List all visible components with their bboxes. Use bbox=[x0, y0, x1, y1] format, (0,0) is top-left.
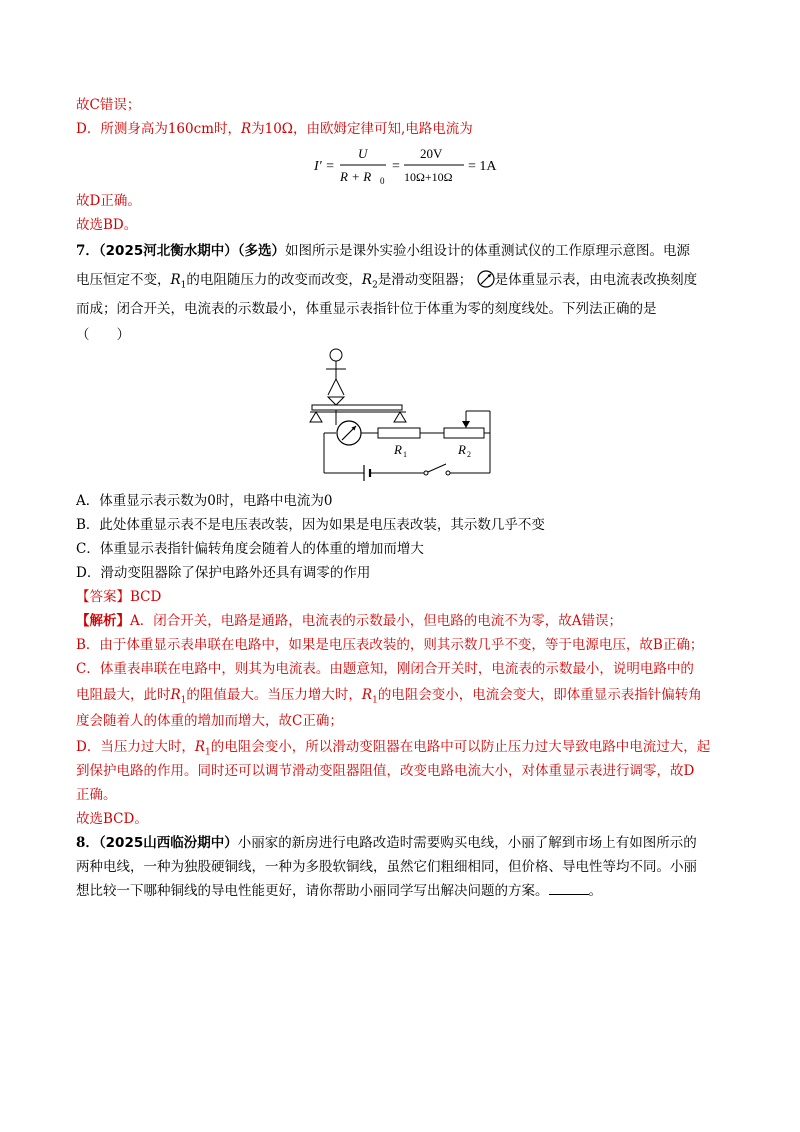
formula-den1: R + R bbox=[340, 169, 372, 184]
slider-arrow-icon bbox=[462, 421, 470, 428]
question-7-line-1: 7．（2025河北衡水期中）（多选）如图所示是课外实验小组设计的体重测试仪的工作原理示意图。电源 bbox=[76, 243, 690, 259]
explanation-line: 正确。 bbox=[76, 787, 117, 803]
label-r1-sub: 1 bbox=[403, 450, 407, 459]
scale-platform bbox=[312, 405, 402, 410]
question-8-line-3: 想比较一下哪种铜线的导电性能更好，请你帮助小丽同学写出解决问题的方案。 。 bbox=[76, 883, 602, 899]
explanation-line: 度会随着人的体重的增加而增大，故C正确； bbox=[76, 713, 343, 729]
explanation-line: B．由于体重显示表串联在电路中，如果是电压表改装的，则其示数几乎不变，等于电源电压，故B正确； bbox=[76, 637, 704, 653]
explanation-line: 故选BCD。 bbox=[76, 811, 148, 827]
ammeter-icon bbox=[477, 270, 495, 288]
question-7-line-4: （ ） bbox=[76, 327, 130, 343]
option-d: D．滑动变阻器除了保护电路外还具有调零的作用 bbox=[76, 565, 371, 581]
support-icon bbox=[310, 412, 322, 422]
switch-icon bbox=[424, 471, 428, 475]
option-a: A．体重显示表示数为0时，电路中电流为0 bbox=[76, 493, 333, 509]
explanation-line: C．体重表串联在电路中，则其为电流表。由题意知，刚闭合开关时，电流表的示数最小，说明电路中的 bbox=[76, 661, 694, 677]
explanation-line: D．当压力过大时，$R_1$的电阻会变小，所以滑动变阻器在电路中可以防止压力过大导致电路中电流过大，起 bbox=[76, 739, 711, 758]
answer-blank[interactable] bbox=[549, 882, 589, 895]
question-8-line-1: 8．（2025山西临汾期中）小丽家的新房进行电路改造时需要购买电线，小丽了解到市场上有如图所示的 bbox=[76, 835, 697, 851]
explanation-line: 【解析】A．闭合开关，电路是通路，电流表的示数最小，但电路的电流不为零，故A错误； bbox=[76, 613, 622, 629]
question-7-line-2: 电压恒定不变，$R_1$的电阻随压力的改变而改变，$R_2$是滑动变阻器； 是体重显示表，由电流表改换刻度 bbox=[76, 272, 698, 291]
explanation-line: 电阻最大，此时$R_1$的阻值最大。当压力增大时，$R_1$的电阻会变小，电流会变大，即体重显示表指针偏转角 bbox=[76, 687, 702, 706]
formula-eq: = bbox=[392, 159, 400, 174]
option-b: B．此处体重显示表不是电压表改装，因为如果是电压表改装，其示数几乎不变 bbox=[76, 517, 545, 533]
formula-den1-sub: 0 bbox=[380, 176, 385, 186]
rheostat-r2 bbox=[444, 428, 484, 438]
label-r1: R bbox=[394, 442, 402, 457]
pressure-point-icon bbox=[328, 397, 344, 405]
question-8-line-2: 两种电线，一种为独股硬铜线，一种为多股软铜线，虽然它们粗细相同，但价格、导电性等均不同。小丽 bbox=[76, 859, 697, 875]
label-r2-sub: 2 bbox=[467, 450, 471, 459]
weight-scale-circuit-diagram bbox=[306, 345, 496, 485]
ohms-law-formula bbox=[314, 144, 514, 188]
support-icon bbox=[394, 412, 406, 422]
explanation-line: 到保护电路的作用。同时还可以调节滑动变阻器阻值，改变电路电流大小，对体重显示表进行调零，故D bbox=[76, 763, 695, 779]
option-c: C．体重显示表指针偏转角度会随着人的体重的增加而增大 bbox=[76, 541, 424, 557]
text-line: D．所测身高为160cm时，R为10Ω，由欧姆定律可知,电路电流为 bbox=[76, 121, 473, 137]
label-r2: R bbox=[458, 442, 466, 457]
text-line: 故D正确。 bbox=[76, 193, 141, 209]
formula-num1: U bbox=[358, 146, 368, 161]
formula-num2: 20V bbox=[420, 146, 443, 161]
resistor-r1 bbox=[378, 428, 420, 438]
person-figure-icon bbox=[326, 349, 346, 395]
text-line: 故选BD。 bbox=[76, 217, 138, 233]
answer: 【答案】BCD bbox=[76, 589, 162, 605]
formula-lhs: I′ = bbox=[314, 159, 335, 174]
formula-den2: 10Ω+10Ω bbox=[404, 170, 453, 184]
question-7-line-3: 而成；闭合开关，电流表的示数最小，体重显示表指针位于体重为零的刻度线处。下列法正确的是 bbox=[76, 301, 657, 317]
formula-rhs: = 1A bbox=[468, 159, 497, 174]
text-line: 故C错误； bbox=[76, 97, 141, 113]
